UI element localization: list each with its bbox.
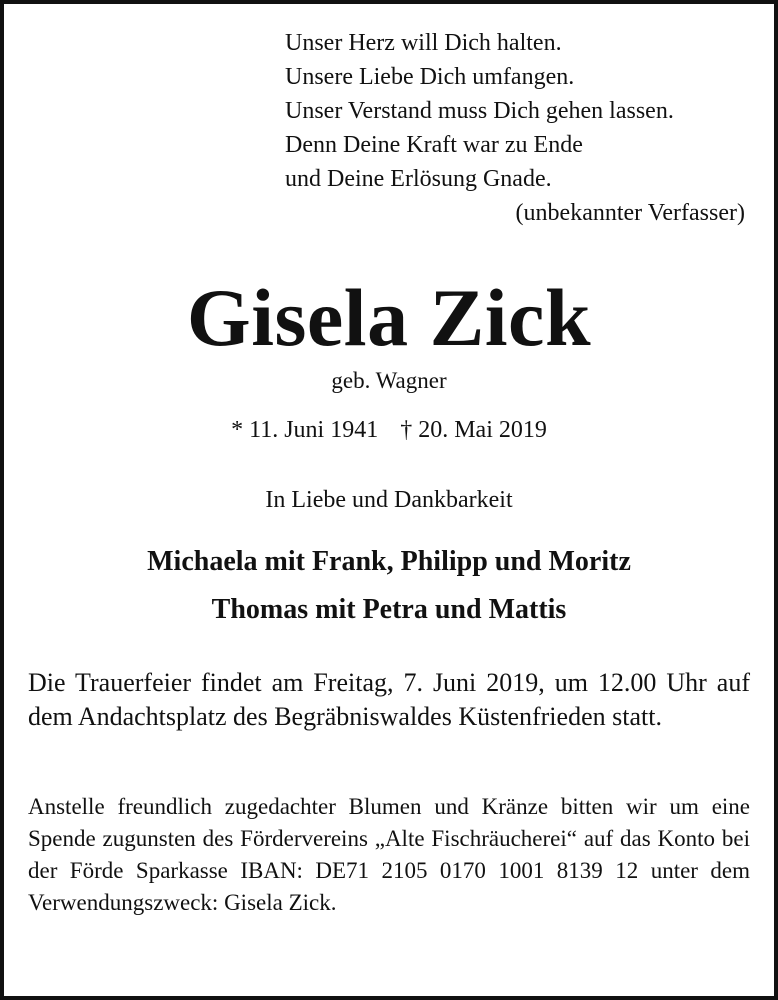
birth-date: * 11. Juni 1941 [231,417,379,443]
maiden-name: geb. Wagner [331,368,447,393]
deceased-name: Gisela Zick [186,272,592,363]
family-names [0,538,778,634]
poem-line: Unsere Liebe Dich umfangen. [285,64,575,90]
poem-line: Unser Herz will Dich halten. [285,30,562,56]
poem-line: und Deine Erlösung Gnade. [285,166,552,192]
poem-line: Unser Verstand muss Dich gehen lassen. [285,98,674,124]
poem [285,26,755,230]
life-dates [0,414,778,446]
poem-line: Denn Deine Kraft war zu Ende [285,132,583,158]
family-line: Thomas mit Petra und Mattis [211,594,567,625]
funeral-service-text: Die Trauerfeier findet am Freitag, 7. Juni 2019, um 12.00 Uhr auf dem Andachtsplatz des Begräbniswaldes Küstenfrieden statt. [28,668,750,731]
donation-text: Anstelle freundlich zugedachter Blumen und Kränze bitten wir um eine Spende zugunsten des Fördervereins „Alte Fischräucherei“ auf das Konto bei der Förde Sparkasse IBAN: DE71 2105 0170 1001 8139 12 unter dem Verwendungszweck: Gisela Zick. [28,794,750,915]
poem-author: (unbekannter Verfasser) [515,200,745,226]
death-date: † 20. Mai 2019 [400,417,547,443]
thanks-line: In Liebe und Dankbarkeit [265,487,513,513]
family-line: Michaela mit Frank, Philipp und Moritz [147,546,631,577]
